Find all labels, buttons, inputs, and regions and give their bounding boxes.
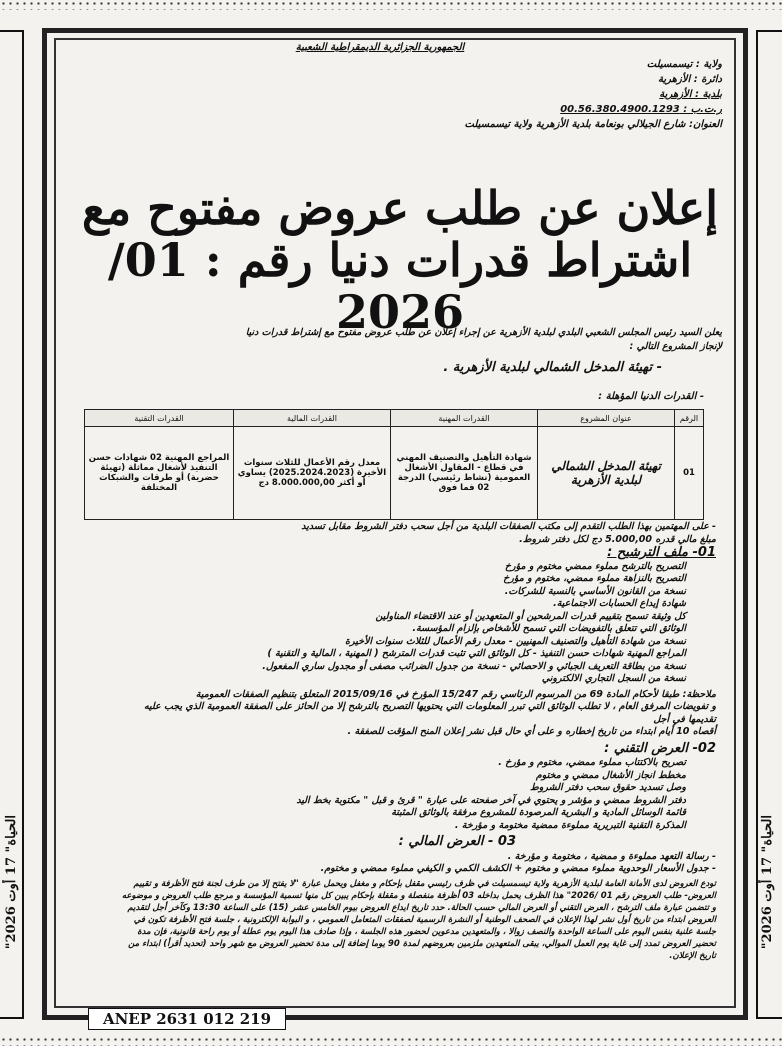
list-item: مخطط انجاز الأشغال ممضي و مختوم [535,769,686,781]
cell-professional: شهادة التأهيل والتصنيف المهني في قطاع - المقاول الأشغال العمومية (نشاط رئيسي) الدرجة 02 فما فوق [391,427,538,520]
dotted-border-bottom [0,1036,782,1046]
intro-text [122,326,722,354]
dotted-border-top [0,0,782,10]
project-line: - تهيئة المدخل الشمالي لبلدية الأزهرية . [443,360,662,375]
list-item: كل وثيقة تسمح بتقييم قدرات المرشحين أو المتعهدين أو عند الاقتضاء المناولين [375,610,686,622]
list-item: - جدول الأسعار الوحدوية مملوء ممضي و مختوم + الكشف الكمي و الكيفي مملوء ممضي و مختوم. [320,863,716,874]
list-item: وصل تسديد حقوق سحب دفتر الشروط [529,782,686,793]
withdraw-notice-2: مبلغ مالي قدره 5.000,00 دج لكل دفتر شروط. [519,533,716,545]
list-item: نسخة من القانون الأساسي بالنسبة للشركات. [504,585,686,597]
list-item: قائمة الوسائل المادية و البشرية المرصودة للمشروع مرفقة بالوثائق المثبتة [391,807,686,818]
list-item: نسخة من السجل التجاري الالكتروني [541,673,686,684]
list-item: نسخة من شهادة التأهيل والتصنيف المهنيين - معدل رقم الأعمال للثلاث سنوات الأخيرة [344,635,686,647]
intro-line-1: يعلن السيد رئيس المجلس الشعبي البلدي لبلدية الأزهرية عن إجراء إعلان عن طلب عروض مفتوح مع إشتراط قدرات دنيا [245,327,722,338]
list-item: التصريح بالترشح مملوء ممضي مختوم و مؤرخ [504,560,686,572]
address-line: العنوان: شارع الجيلالي بونعامة بلدية الأزهرية ولاية تيسمسيلت [464,119,722,130]
financial-list [116,851,716,876]
section-title-financial: 03 - العرض المالي : [398,834,516,849]
capacities-table [84,409,704,520]
note-line-3: أقصاه 10 أيام ابتداء من تاريخ إخطاره و على أي حال قبل نشر إعلان المنح المؤقت للصفقة . [347,726,716,737]
list-item: التصريح بالنزاهة مملوء ممضي، مختوم و مؤرخ [503,573,686,584]
anep-reference: ANEP 2631 012 219 [88,1008,286,1030]
daira-line: دائرة : الأزهرية [658,74,722,85]
list-item: نسخة من بطاقة التعريف الجبائي و الاحصائي - نسخة من جدول الضرائب مصفى أو مجدول ساري المفعول. [262,660,686,672]
note-line-2: و تفويضات المرفق العام ، لا تطلب الوثائق التي تبرر المعلومات التي يحتويها التصريح بالترشح إلا من الحائز على الصفقة العمومية الذي يجب عليه تقديمها في أجل [143,701,716,725]
wilaya-line: ولاية : تيسمسيلت [646,59,722,70]
cell-technical: المراجع المهنية 02 شهادات حسن التنفيذ لأشغال مماثلة (تهيئة حضرية) أو طرقات والشبكات المختلفة [85,427,234,520]
list-item: - رسالة التعهد مملوءة و ممضية ، مختومة و مؤرخة . [507,850,716,862]
list-item: الوثائق التي تتعلق بالتفويضات التي تسمح للأشخاص بإلزام المؤسسة. [412,623,686,634]
announcement-title [70,182,730,338]
commune-line: بلدية : الأزهرية [659,89,722,100]
header-professional: القدرات المهنية [391,410,538,427]
technical-list [116,757,716,832]
side-label-right: "الحياة" 17 أوت 2026 [760,815,775,950]
cell-project: تهيئة المدخل الشمالي لبلدية الأزهرية [538,427,675,520]
header-technical: القدرات التقنية [85,410,234,427]
list-item: شهادة إيداع الحسابات الاجتماعية. [553,598,686,609]
note-line-1: ملاحظة: طبقا لأحكام المادة 69 من المرسوم الرئاسي رقم 15/247 المؤرخ في 2015/09/16 المتعلق بتنظيم الصفقات العمومية [195,688,716,700]
header-project: عنوان المشروع [538,410,675,427]
section-title-candidacy: 01- ملف الترشيح : [607,545,716,560]
side-label-left: "الحياة" 17 أوت 2026 [4,815,19,950]
title-line-2: اشتراط قدرات دنيا رقم : 01/ 2026 [107,233,693,339]
table-header-row [85,410,704,427]
cell-num: 01 [675,427,704,520]
title-line-1: إعلان عن طلب عروض مفتوح مع [81,181,719,235]
list-item: دفتر الشروط ممضي و مؤشر و يحتوي في آخر صفحته على عبارة " قرئ و قبل " مكتوبة بخط اليد [296,794,686,806]
header-financial: القدرات المالية [234,410,391,427]
table-row [85,427,704,520]
submission-paragraph: تودع العروض لدى الأمانة العامة لبلدية الأزهرية ولاية تيسمسيلت في ظرف رئيسي مقفل بإحكام و مغفل ويحمل عبارة "لا يفتح إلا من طرف لجنة فتح الأظرفة و تقييم العروض- طلب العروض رقم 01 /2026" هذا الظرف يحمل بداخله 03 أظرفة منفصلة و مقفلة بإحكام يبين كل منها تسمية المؤسسة و مرجع طلب العروض و موضوعه و تتضمن عبارة ملف الترشح ، العرض التقني أو العرض المالي حسب الحالة. حدد تاريخ ايداع العروض بيوم الخامس عشر (15) على الساعة 13:30 وكآخر أجل لتقديم العروض ابتداء من تاريخ أول نشر لهذا الإعلان في الصحف الوطنية أو النشرة الرسمية لصفقات المتعامل العمومي ، و البوابة الإلكترونية ، جلسة فتح الأظرفة تكون في جلسة علنية بنفس اليوم على الساعة الواحدة والنصف زوالا ، والمتعهدين مدعوين لحضور هذه الجلسة ، وإذا صادف هذا اليوم يوم عطلة أو يوم راحة قانونية، فإن مدة تحضير العروض تمدد إلى غاية يوم العمل الموالي، يبقى المتعهدين ملزمين بعروضهم لمدة 90 يوما إضافة إلى مدة تحضير العروض مع شهر واحد (تحديد أقرأ) ابتداء من تاريخ الإعلان. [121,878,716,961]
rib-line: ر.ت.ب : 00.56.380.4900.1293 [560,104,722,115]
header-num: الرقم [675,410,704,427]
candidacy-list [116,561,716,686]
list-item: المراجع المهنية شهادات حسن التنفيذ - كل الوثائق التي تثبت قدرات المترشح ( المهنية ، المالية و التقنية ) [267,648,686,659]
withdraw-notice-1: - على المهتمين بهذا الطلب التقدم إلى مكتب الصفقات البلدية من أجل سحب دفتر الشروط مقابل تسديد [301,521,716,532]
list-item: تصريح بالاكتتاب مملوء ممضي، مختوم و مؤرخ . [498,757,686,768]
republic-heading: الجمهورية الجزائرية الديمقراطية الشعبية [295,42,465,53]
list-item: المذكرة التقنية التبريرية مملوءة ممضية مختومة و مؤرخة . [454,819,686,831]
announcement-body [116,521,716,962]
section-title-technical: 02- العرض التقني : [604,740,716,756]
intro-line-2: لإنجاز المشروع التالي : [629,341,722,352]
admin-header [362,57,722,132]
cell-financial: معدل رقم الأعمال للثلاث سنوات الأخيرة (2025.2024.2023) يساوي أو أكثر 8.000.000,00 دج [234,427,391,520]
capacities-title: - القدرات الدنيا المؤهلة : [598,391,704,402]
